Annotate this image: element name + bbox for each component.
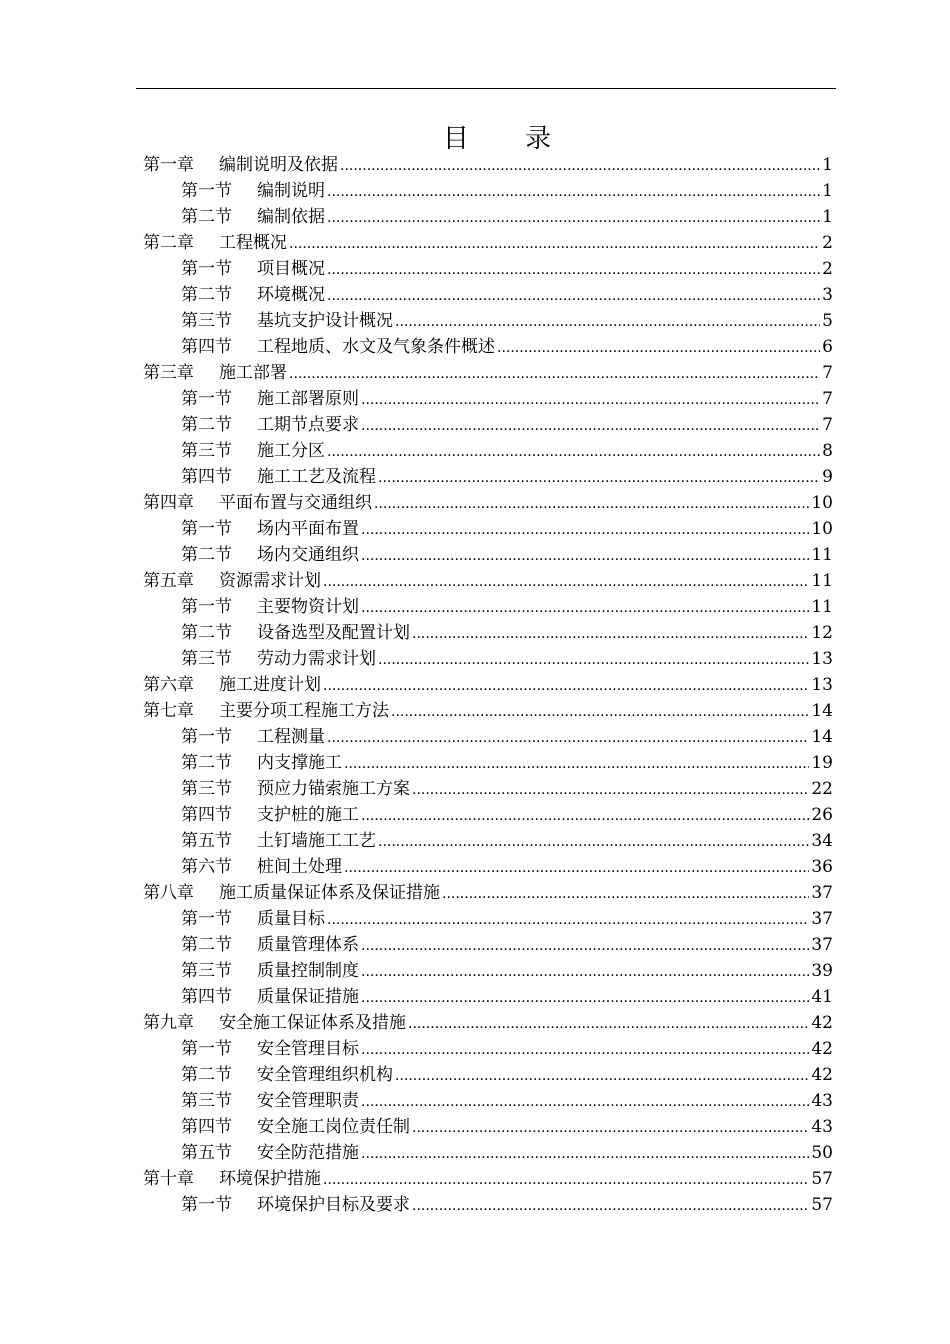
toc-entry-number: 第一节 [181,1039,232,1059]
toc-dot-leader [327,724,809,751]
toc-page-number: 9 [822,467,833,487]
toc-dot-leader [408,1010,809,1037]
toc-chapter-entry[interactable] [143,568,833,594]
toc-chapter-entry[interactable] [143,698,833,724]
toc-page-number: 42 [811,1013,833,1033]
toc-entry-number: 第六节 [181,857,232,877]
toc-entry-title: 编制说明 [257,181,325,201]
toc-page-number: 11 [811,545,833,565]
toc-section-entry[interactable] [143,542,833,568]
toc-section-entry[interactable] [143,1088,833,1114]
toc-section-entry[interactable] [143,802,833,828]
toc-entry-number: 第三节 [181,961,232,981]
toc-page-number: 1 [822,207,833,227]
toc-entry-title: 施工部署原则 [257,389,359,409]
toc-dot-leader [395,308,820,335]
toc-entry-number: 第二节 [181,1065,232,1085]
toc-entry-title: 主要物资计划 [257,597,359,617]
toc-entry-number: 第一节 [181,389,232,409]
toc-entry-title: 安全管理目标 [257,1039,359,1059]
toc-entry-number: 第一节 [181,727,232,747]
toc-entry-number: 第四章 [143,493,194,513]
toc-section-entry[interactable] [143,1192,833,1218]
toc-page-number: 7 [822,363,833,383]
toc-entry-title: 安全施工岗位责任制 [257,1117,410,1137]
toc-list [143,152,833,1218]
toc-section-entry[interactable] [143,386,833,412]
toc-entry-title: 安全防范措施 [257,1143,359,1163]
toc-section-entry[interactable] [143,828,833,854]
toc-dot-leader [374,490,809,517]
toc-page-number: 14 [811,701,833,721]
toc-entry-title: 环境保护目标及要求 [257,1195,410,1215]
toc-entry-number: 第二节 [181,753,232,773]
toc-dot-leader [323,1166,809,1193]
toc-section-entry[interactable] [143,724,833,750]
toc-dot-leader [361,412,820,439]
toc-dot-leader [361,516,809,543]
toc-entry-title: 施工进度计划 [219,675,321,695]
toc-entry-title: 土钉墙施工工艺 [257,831,376,851]
toc-dot-leader [361,1036,809,1063]
toc-page-number: 10 [811,519,833,539]
toc-entry-number: 第五节 [181,831,232,851]
toc-page-number: 57 [811,1195,833,1215]
toc-chapter-entry[interactable] [143,360,833,386]
toc-dot-leader [344,750,809,777]
toc-entry-number: 第四节 [181,805,232,825]
toc-dot-leader [395,1062,809,1089]
toc-entry-number: 第五节 [181,1143,232,1163]
toc-entry-title: 质量目标 [257,909,325,929]
toc-entry-title: 质量管理体系 [257,935,359,955]
toc-page-number: 3 [822,285,833,305]
toc-page-number: 12 [811,623,833,643]
toc-page-number: 7 [822,415,833,435]
toc-dot-leader [340,152,820,179]
toc-entry-title: 环境概况 [257,285,325,305]
toc-entry-number: 第四节 [181,337,232,357]
toc-dot-leader [327,438,820,465]
toc-section-entry[interactable] [143,958,833,984]
toc-entry-number: 第六章 [143,675,194,695]
toc-section-entry[interactable] [143,906,833,932]
toc-entry-title: 工程测量 [257,727,325,747]
toc-entry-number: 第九章 [143,1013,194,1033]
toc-dot-leader [412,1192,809,1219]
toc-dot-leader [289,230,820,257]
toc-entry-title: 安全施工保证体系及措施 [219,1013,406,1033]
toc-chapter-entry[interactable] [143,1010,833,1036]
toc-section-entry[interactable] [143,282,833,308]
toc-entry-title: 工期节点要求 [257,415,359,435]
toc-section-entry[interactable] [143,646,833,672]
toc-entry-number: 第二节 [181,285,232,305]
toc-page-number: 26 [811,805,833,825]
toc-dot-leader [361,1140,809,1167]
toc-entry-title: 基坑支护设计概况 [257,311,393,331]
toc-entry-number: 第四节 [181,467,232,487]
toc-page-number: 43 [811,1091,833,1111]
toc-dot-leader [361,984,809,1011]
toc-page-number: 11 [811,571,833,591]
toc-entry-number: 第三节 [181,311,232,331]
toc-dot-leader [361,958,809,985]
toc-dot-leader [361,542,809,569]
toc-dot-leader [412,620,809,647]
toc-dot-leader [378,464,820,491]
toc-dot-leader [361,1088,809,1115]
toc-page-number: 42 [811,1039,833,1059]
toc-entry-number: 第一节 [181,909,232,929]
toc-title: 目 录 [442,124,576,154]
toc-dot-leader [323,672,809,699]
toc-page-number: 41 [811,987,833,1007]
toc-section-entry[interactable] [143,438,833,464]
toc-section-entry[interactable] [143,620,833,646]
toc-section-entry[interactable] [143,750,833,776]
toc-entry-number: 第三节 [181,1091,232,1111]
toc-page-number: 5 [822,311,833,331]
toc-entry-title: 主要分项工程施工方法 [219,701,389,721]
toc-page-number: 37 [811,883,833,903]
toc-page-number: 37 [811,909,833,929]
toc-chapter-entry[interactable] [143,152,833,178]
toc-entry-number: 第四节 [181,1117,232,1137]
toc-dot-leader [442,880,809,907]
toc-page-number: 1 [822,155,833,175]
toc-page-number: 39 [811,961,833,981]
toc-entry-number: 第五章 [143,571,194,591]
toc-chapter-entry[interactable] [143,880,833,906]
toc-dot-leader [327,204,820,231]
toc-entry-title: 质量保证措施 [257,987,359,1007]
toc-section-entry[interactable] [143,308,833,334]
toc-dot-leader [497,334,820,361]
toc-entry-title: 桩间土处理 [257,857,342,877]
toc-entry-title: 编制依据 [257,207,325,227]
toc-page-number: 1 [822,181,833,201]
toc-entry-title: 施工分区 [257,441,325,461]
toc-section-entry[interactable] [143,1114,833,1140]
toc-dot-leader [327,282,820,309]
toc-entry-number: 第十章 [143,1169,194,1189]
toc-entry-number: 第二节 [181,415,232,435]
toc-entry-number: 第三章 [143,363,194,383]
toc-dot-leader [378,646,809,673]
toc-page-number: 13 [811,675,833,695]
toc-section-entry[interactable] [143,932,833,958]
toc-section-entry[interactable] [143,256,833,282]
toc-entry-title: 场内平面布置 [257,519,359,539]
toc-entry-title: 设备选型及配置计划 [257,623,410,643]
toc-entry-number: 第一章 [143,155,194,175]
toc-page-number: 50 [811,1143,833,1163]
toc-entry-number: 第一节 [181,1195,232,1215]
toc-dot-leader [323,568,809,595]
toc-section-entry[interactable] [143,178,833,204]
toc-entry-title: 安全管理职责 [257,1091,359,1111]
toc-page-number: 8 [822,441,833,461]
toc-dot-leader [327,906,809,933]
toc-entry-title: 质量控制制度 [257,961,359,981]
toc-section-entry[interactable] [143,516,833,542]
toc-dot-leader [412,1114,809,1141]
toc-entry-number: 第二节 [181,545,232,565]
toc-dot-leader [289,360,820,387]
toc-dot-leader [361,802,809,829]
toc-section-entry[interactable] [143,334,833,360]
toc-page-number: 11 [811,597,833,617]
toc-section-entry[interactable] [143,594,833,620]
toc-entry-number: 第一节 [181,181,232,201]
toc-entry-number: 第一节 [181,597,232,617]
toc-dot-leader [378,828,809,855]
toc-entry-number: 第三节 [181,649,232,669]
toc-page-number: 13 [811,649,833,669]
toc-chapter-entry[interactable] [143,672,833,698]
toc-dot-leader [361,594,809,621]
toc-entry-title: 工程概况 [219,233,287,253]
toc-section-entry[interactable] [143,412,833,438]
toc-section-entry[interactable] [143,854,833,880]
toc-dot-leader [412,776,809,803]
toc-page-number: 14 [811,727,833,747]
toc-page-number: 7 [822,389,833,409]
toc-page-number: 42 [811,1065,833,1085]
toc-entry-number: 第二节 [181,935,232,955]
toc-page-number: 43 [811,1117,833,1137]
toc-entry-title: 工程地质、水文及气象条件概述 [257,337,495,357]
toc-entry-title: 劳动力需求计划 [257,649,376,669]
toc-entry-number: 第三节 [181,779,232,799]
toc-dot-leader [327,256,820,283]
toc-section-entry[interactable] [143,1140,833,1166]
toc-entry-title: 内支撑施工 [257,753,342,773]
toc-entry-number: 第二章 [143,233,194,253]
toc-section-entry[interactable] [143,1036,833,1062]
toc-chapter-entry[interactable] [143,490,833,516]
toc-entry-title: 施工部署 [219,363,287,383]
toc-entry-title: 场内交通组织 [257,545,359,565]
toc-entry-number: 第二节 [181,207,232,227]
toc-page-number: 19 [811,753,833,773]
toc-dot-leader [344,854,809,881]
toc-section-entry[interactable] [143,464,833,490]
toc-page-number: 37 [811,935,833,955]
toc-entry-number: 第四节 [181,987,232,1007]
toc-page-number: 34 [811,831,833,851]
toc-entry-title: 资源需求计划 [219,571,321,591]
toc-section-entry[interactable] [143,204,833,230]
toc-entry-number: 第八章 [143,883,194,903]
toc-entry-title: 预应力锚索施工方案 [257,779,410,799]
toc-page-number: 2 [822,233,833,253]
toc-entry-title: 安全管理组织机构 [257,1065,393,1085]
toc-entry-number: 第二节 [181,623,232,643]
toc-page-number: 22 [811,779,833,799]
toc-dot-leader [361,932,809,959]
toc-entry-title: 编制说明及依据 [219,155,338,175]
toc-dot-leader [327,178,820,205]
toc-entry-number: 第三节 [181,441,232,461]
toc-dot-leader [391,698,809,725]
toc-entry-number: 第一节 [181,259,232,279]
toc-entry-title: 施工质量保证体系及保证措施 [219,883,440,903]
toc-entry-title: 项目概况 [257,259,325,279]
toc-section-entry[interactable] [143,776,833,802]
toc-page-number: 2 [822,259,833,279]
toc-section-entry[interactable] [143,1062,833,1088]
toc-entry-title: 施工工艺及流程 [257,467,376,487]
toc-entry-number: 第七章 [143,701,194,721]
toc-entry-title: 平面布置与交通组织 [219,493,372,513]
toc-page-number: 10 [811,493,833,513]
toc-page-number: 57 [811,1169,833,1189]
toc-page-number: 6 [822,337,833,357]
toc-entry-number: 第一节 [181,519,232,539]
toc-section-entry[interactable] [143,984,833,1010]
toc-chapter-entry[interactable] [143,230,833,256]
toc-dot-leader [361,386,820,413]
toc-entry-title: 支护桩的施工 [257,805,359,825]
toc-chapter-entry[interactable] [143,1166,833,1192]
header-rule [136,88,836,89]
toc-page-number: 36 [811,857,833,877]
toc-entry-title: 环境保护措施 [219,1169,321,1189]
